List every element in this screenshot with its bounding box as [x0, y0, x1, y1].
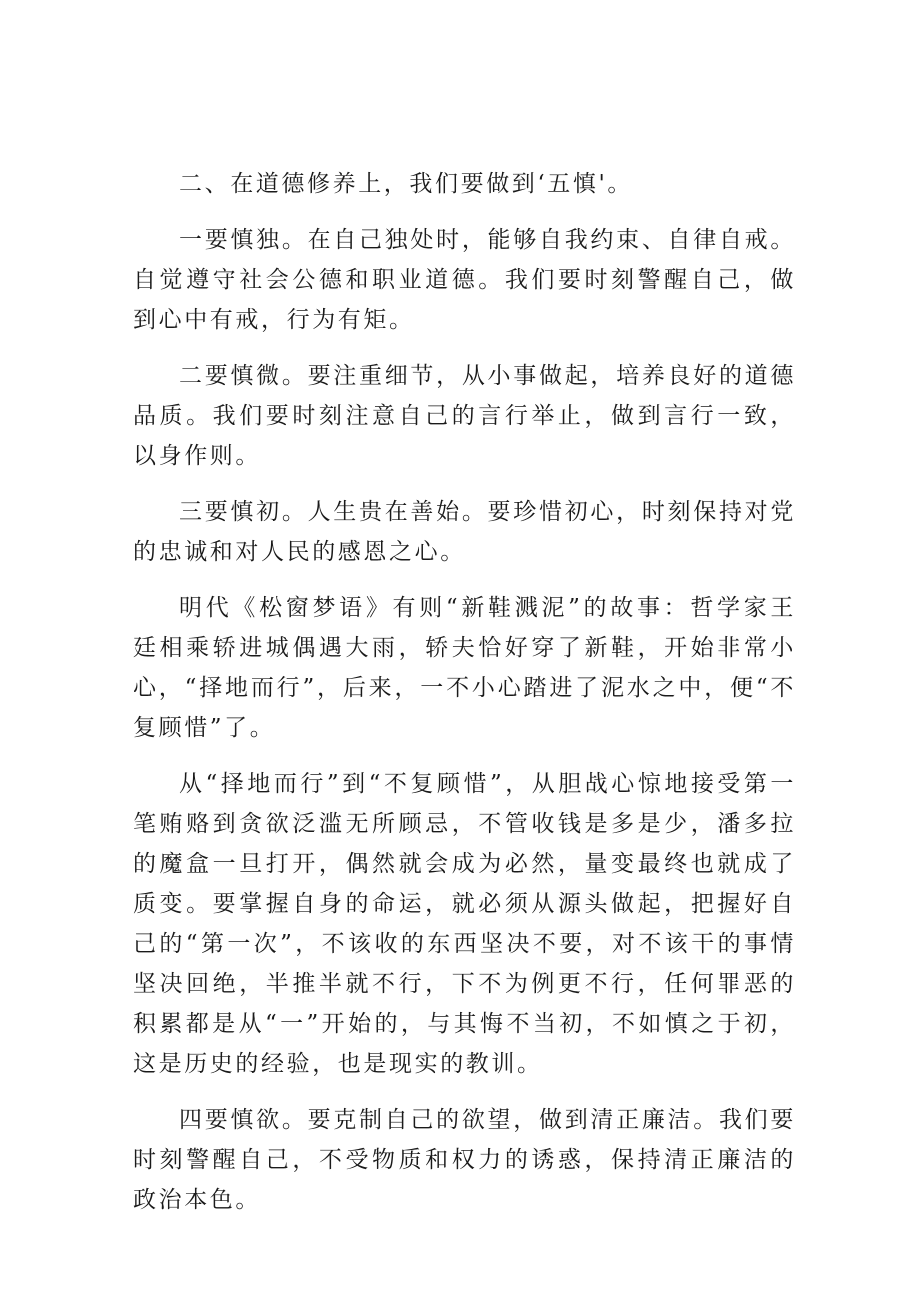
paragraph-shenyu: 四要慎欲。要克制自己的欲望，做到清正廉洁。我们要时刻警醒自己，不受物质和权力的诱惑，保持清正廉洁的政治本色。 — [133, 1107, 796, 1213]
paragraph-shenchu: 三要慎初。人生贵在善始。要珍惜初心，时刻保持对党的忠诚和对人民的感恩之心。 — [133, 499, 796, 565]
section-heading: 二、在道德修养上，我们要做到‘五慎'。 — [179, 171, 634, 197]
paragraph-lesson: 从“择地而行”到“不复顾惜”，从胆战心惊地接受第一笔贿赂到贪欲泛滥无所顾忌，不管收钱是多是少，潘多拉的魔盒一旦打开，偶然就会成为必然，量变最终也就成了质变。要掌握自身的命运，就必须从源头做起，把握好自己的“第一次”，不该收的东西坚决不要，对不该干的事情坚决回绝，半推半就不行，下不为例更不行，任何罪恶的积累都是从“一”开始的，与其悔不当初，不如慎之于初，这是历史的经验，也是现实的教训。 — [133, 771, 796, 1077]
paragraph-shenwei: 二要慎微。要注重细节，从小事做起，培养良好的道德品质。我们要时刻注意自己的言行举止，做到言行一致，以身作则。 — [133, 363, 796, 469]
paragraph-shendu: 一要慎独。在自己独处时，能够自我约束、自律自戒。自觉遵守社会公德和职业道德。我们要时刻警醒自己，做到心中有戒，行为有矩。 — [133, 227, 796, 333]
document-body — [133, 164, 796, 1236]
paragraph-story: 明代《松窗梦语》有则“新鞋溅泥”的故事：哲学家王廷相乘轿进城偶遇大雨，轿夫恰好穿了新鞋，开始非常小心，“择地而行”，后来，一不小心踏进了泥水之中，便“不复顾惜”了。 — [133, 595, 796, 741]
